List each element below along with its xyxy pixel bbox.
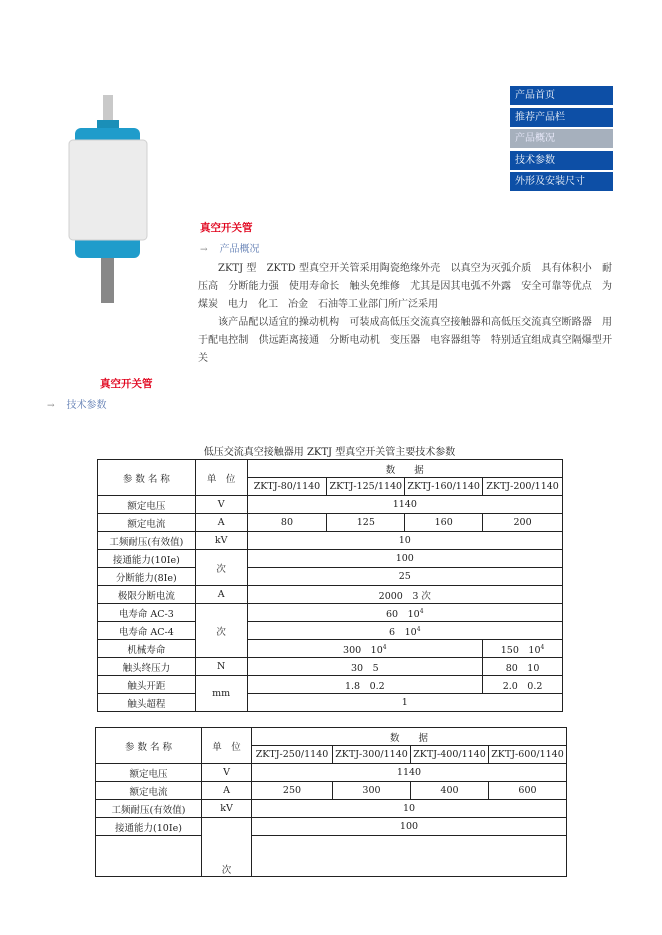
table-row [98,514,563,532]
table-row [98,694,563,712]
header-data: 数 据 [247,460,562,478]
tech-heading [47,396,107,411]
cell: 400 [411,782,489,800]
cell: A [202,782,252,800]
cell: 额定电压 [98,496,196,514]
exponent: 4 [416,625,421,633]
value: 60 10 [386,608,420,620]
model: ZKTJ-400/1140 [411,746,489,764]
section-title: 真空开关管 [100,378,153,390]
side-nav [510,86,613,194]
table-row [96,818,567,836]
cell: 次 [195,550,247,586]
header-name: 参 数 名 称 [98,460,196,496]
cell: 工频耐压(有效值) [96,800,202,818]
cell [96,836,202,877]
cell: 160 [405,514,483,532]
nav-home[interactable]: 产品首页 [510,86,613,105]
cell [247,604,562,622]
cell: 10 [252,800,567,818]
cell: V [202,764,252,782]
cell: 2000 3 次 [247,586,562,604]
header-unit: 单 位 [195,460,247,496]
cell: 600 [489,782,567,800]
table-row [98,496,563,514]
tech-label: 技术参数 [66,400,107,411]
cell: A [195,586,247,604]
model: ZKTJ-160/1140 [405,478,483,496]
overview-label: 产品概况 [219,244,260,255]
table-row [98,586,563,604]
nav-overview[interactable]: 产品概况 [510,129,613,148]
nav-tech-params[interactable]: 技术参数 [510,151,613,170]
params-table-2 [95,727,567,877]
model: ZKTJ-200/1140 [483,478,563,496]
cell: kV [195,532,247,550]
table-row [98,622,563,640]
overview-heading [200,240,260,255]
cell: 额定电压 [96,764,202,782]
cell: 额定电流 [96,782,202,800]
model: ZKTJ-80/1140 [247,478,327,496]
vacuum-tube-image [55,95,165,305]
table-row [96,800,567,818]
header-data: 数 据 [252,728,567,746]
header-unit: 单 位 [202,728,252,764]
model: ZKTJ-125/1140 [327,478,405,496]
product-title: 真空开关管 [200,222,253,234]
overview-text [198,260,612,368]
exponent: 4 [419,607,424,615]
cell: 1.8 0.2 [247,676,483,694]
table-caption: 低压交流真空接触器用 ZKTJ 型真空开关管主要技术参数 [203,447,456,458]
cell: kV [202,800,252,818]
table-row [98,604,563,622]
cell: 80 [247,514,327,532]
cell [247,622,562,640]
table-row [98,568,563,586]
cell: 触头超程 [98,694,196,712]
cell [252,836,567,877]
cell: 触头开距 [98,676,196,694]
cell: 1140 [247,496,562,514]
cell [483,640,563,658]
table-row [96,764,567,782]
cell: V [195,496,247,514]
cell: 电寿命 AC-4 [98,622,196,640]
cell: 电寿命 AC-3 [98,604,196,622]
cell: 200 [483,514,563,532]
exponent: 4 [540,643,545,651]
cell: 100 [247,550,562,568]
arrow-icon: → [47,401,55,411]
nav-dimensions[interactable]: 外形及安装尺寸 [510,172,613,191]
paragraph: 该产品配以适宜的操动机构 可装成高低压交流真空接触器和高低压交流真空断路器 用于配电控制 供远距离接通 分断电动机 变压器 电容器组等 特别适宜组成真空隔爆型开关 [198,317,612,364]
nav-recommended[interactable]: 推荐产品栏 [510,108,613,127]
table-row [98,658,563,676]
value: 300 10 [343,644,383,656]
exponent: 4 [382,643,387,651]
cell: A [195,514,247,532]
cell: 次 [202,818,252,877]
value: 6 10 [389,626,417,638]
table-row [96,782,567,800]
cell: 接通能力(10Ie) [96,818,202,836]
arrow-icon: → [200,245,208,255]
cell: N [195,658,247,676]
cell: 80 10 [483,658,563,676]
cell: 分断能力(8Ie) [98,568,196,586]
cell: 极限分断电流 [98,586,196,604]
cell: 机械寿命 [98,640,196,658]
header-name: 参 数 名 称 [96,728,202,764]
cell: 250 [252,782,333,800]
cell: 10 [247,532,562,550]
cell: 1 [247,694,562,712]
cell: 25 [247,568,562,586]
cell: 300 [333,782,411,800]
cell: 125 [327,514,405,532]
cell: 1140 [252,764,567,782]
cell: mm [195,676,247,712]
paragraph: ZKTJ 型 ZKTD 型真空开关管采用陶瓷绝缘外壳 以真空为灭弧介质 具有体积小 耐压高 分断能力强 使用寿命长 触头免维修 尤其是因其电弧不外露 安全可靠等优点 为煤炭 电力 化工 冶金 石油等工业部门所广泛采用 [198,263,612,310]
cell: 2.0 0.2 [483,676,563,694]
cell: 30 5 [247,658,483,676]
cell: 触头终压力 [98,658,196,676]
model: ZKTJ-250/1140 [252,746,333,764]
cell: 次 [195,604,247,658]
value: 150 10 [500,644,541,656]
cell: 接通能力(10Ie) [98,550,196,568]
table-row [98,676,563,694]
params-table-1 [97,459,563,712]
cell: 额定电流 [98,514,196,532]
cell: 工频耐压(有效值) [98,532,196,550]
table-row [98,640,563,658]
table-row [98,532,563,550]
model: ZKTJ-300/1140 [333,746,411,764]
table-row [98,550,563,568]
cell: 100 [252,818,567,836]
cell [247,640,483,658]
model: ZKTJ-600/1140 [489,746,567,764]
